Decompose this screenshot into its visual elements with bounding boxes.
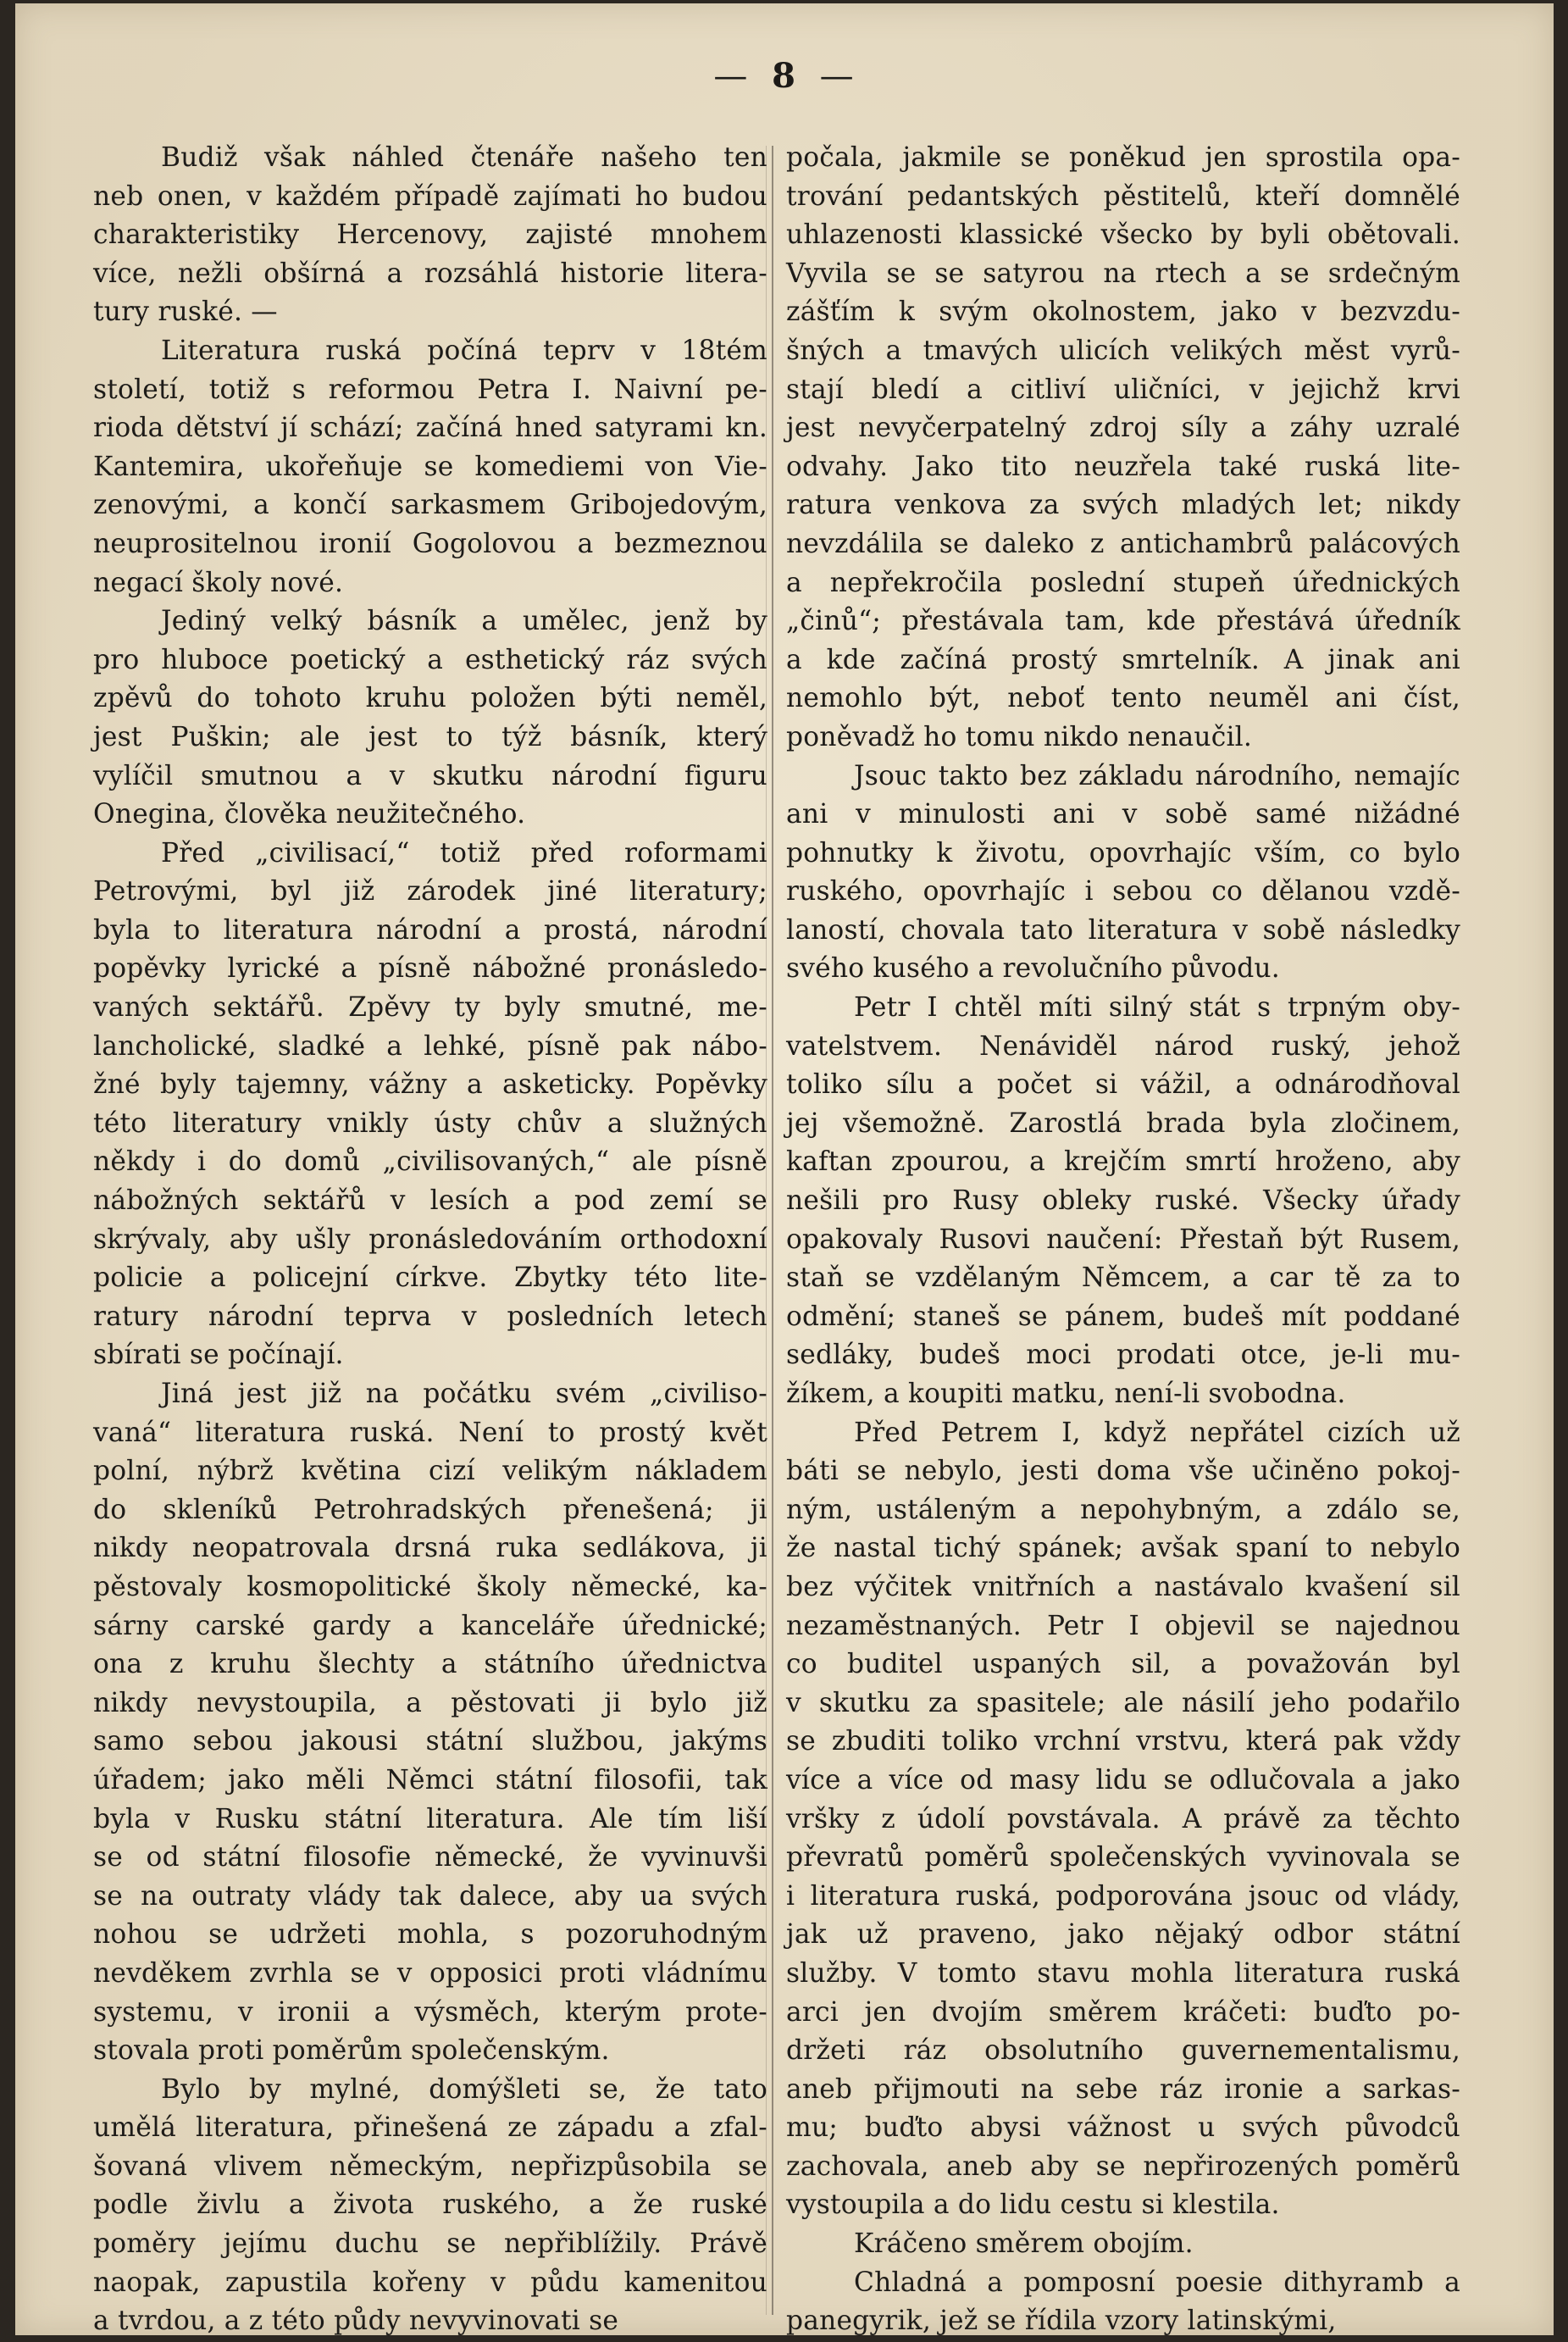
text-line: svého kusého a revolučního původu.: [786, 953, 1280, 985]
text-line: poměry jejímu duchu se nepřiblížily. Právě: [93, 2228, 767, 2260]
text-line: této literatury vnikly ústy chův a služných: [93, 1107, 767, 1139]
text-line: panegyrik, jež se řídila vzory latinskými,: [786, 2306, 1337, 2337]
text-line: stovala proti poměrům společenským.: [93, 2035, 610, 2067]
paragraph: [786, 2225, 1460, 2264]
text-line: vaná“ literatura ruská. Není to prostý květ: [93, 1417, 767, 1448]
text-line: toliko sílu a počet si vážil, a odnárodňoval: [786, 1069, 1460, 1101]
text-line: a kde začíná prostý smrtelník. A jinak ani: [786, 644, 1460, 675]
right-text-column: [786, 139, 1460, 2337]
text-line: nešili pro Rusy obleky ruské. Všecky úřady: [786, 1185, 1460, 1217]
text-line: poněvadž ho tomu nikdo nenaučil.: [786, 721, 1253, 752]
text-line: neb onen, v každém případě zajímati ho budou: [93, 180, 767, 212]
text-line: jej všemožně. Zarostlá brada byla zločinem,: [786, 1107, 1460, 1139]
text-line: systemu, v ironii a výsměch, kterým prote-: [93, 1996, 767, 2028]
text-line: báti se nebylo, jesti doma vše učiněno pokoj-: [786, 1456, 1460, 1487]
text-line: nevzdálila se daleko z antichambrů palácových: [786, 528, 1460, 559]
text-line: nábožných sektářů v lesích a pod zemí se: [93, 1185, 767, 1217]
text-line: polní, nýbrž květina cizí velikým nákladem: [93, 1456, 767, 1487]
text-line: odmění; staneš se pánem, budeš mít poddané: [786, 1301, 1460, 1332]
text-line: kaftan zpourou, a krejčím smrtí hroženo, aby: [786, 1146, 1460, 1178]
text-line: rioda dětství jí schází; začíná hned satyrami kn.: [93, 413, 767, 444]
text-line: Onegina, člověka neužitečného.: [93, 799, 526, 830]
text-line: více, nežli obšírná a rozsáhlá historie litera-: [93, 258, 767, 289]
text-line: vylíčil smutnou a v skutku národní figuru: [93, 760, 767, 791]
page-number-dash-left: —: [713, 57, 750, 96]
column-divider: [772, 146, 773, 2315]
text-line: žné byly tajemny, vážny a asketicky. Popěvky: [93, 1069, 767, 1101]
page-number-value: 8: [772, 56, 797, 96]
text-line: sbírati se počínají.: [93, 1340, 344, 1371]
text-line: ani v minulosti ani v sobě samé nižádné: [786, 799, 1460, 830]
text-line: sedláky, budeš moci prodati otce, je-li mu-: [786, 1340, 1460, 1371]
text-line: jest Puškin; ale jest to týž básník, který: [93, 721, 767, 752]
paragraph: [93, 835, 767, 1375]
text-line: i literatura ruská, podporována jsouc od vlády,: [786, 1880, 1460, 1912]
text-line: lancholické, sladké a lehké, písně pak nábo-: [93, 1030, 767, 1062]
text-line: Literatura ruská počíná teprv v 18tém: [161, 335, 767, 366]
paragraph: [93, 2071, 767, 2341]
text-line: Před Petrem I, když nepřátel cizích už: [854, 1417, 1460, 1448]
text-line: nikdy nevystoupila, a pěstovati ji bylo již: [93, 1687, 767, 1718]
text-line: pěstovaly kosmopolitické školy německé, ka-: [93, 1571, 767, 1602]
paragraph: [786, 2264, 1460, 2341]
text-line: aneb přijmouti na sebe ráz ironie a sarkas-: [786, 2073, 1460, 2105]
text-line: nevděkem zvrhla se v opposici proti vládnímu: [93, 1957, 767, 1989]
text-line: laností, chovala tato literatura v sobě následky: [786, 914, 1460, 946]
text-line: mu; buďto abysi vážnost u svých původců: [786, 2112, 1460, 2144]
text-line: držeti ráz obsolutního guvernementalismu,: [786, 2035, 1460, 2067]
text-line: nohou se udržeti mohla, s pozoruhodným: [93, 1919, 767, 1951]
text-line: vršky z údolí povstávala. A právě za těchto: [786, 1803, 1460, 1834]
text-line: počala, jakmile se poněkud jen sprostila opa-: [786, 142, 1460, 173]
text-line: uhlazenosti klassické všecko by byli obětovali.: [786, 219, 1460, 251]
page-number-dash-right: —: [819, 57, 856, 96]
text-line: sárny carské gardy a kanceláře úřednické;: [93, 1610, 767, 1641]
text-line: Kantemira, ukořeňuje se komediemi von Vie-: [93, 451, 767, 482]
text-line: Petr I chtěl míti silný stát s trpným oby-: [854, 992, 1460, 1024]
text-line: šných a tmavých ulicích velikých měst vyrů-: [786, 335, 1460, 366]
text-line: se od státní filosofie německé, že vyvinuvši: [93, 1842, 767, 1873]
text-line: ratura venkova za svých mladých let; nikdy: [786, 490, 1460, 521]
text-line: ruského, opovrhajíc i sebou co dělanou vzdě-: [786, 876, 1460, 907]
text-line: vaných sektářů. Zpěvy ty byly smutné, me-: [93, 992, 767, 1024]
text-line: ným, ustáleným a nepohybným, a zdálo se,: [786, 1494, 1460, 1525]
text-line: byla v Rusku státní literatura. Ale tím liší: [93, 1803, 767, 1834]
text-line: stají bledí a citliví uličníci, v jejichž krvi: [786, 374, 1460, 405]
text-line: se na outraty vlády tak dalece, aby ua svých: [93, 1880, 767, 1912]
text-line: Jediný velký básník a umělec, jenž by: [161, 606, 767, 637]
paragraph: [786, 989, 1460, 1414]
text-line: někdy i do domů „civilisovaných,“ ale písně: [93, 1146, 767, 1178]
text-line: Chladná a pomposní poesie dithyramb a: [854, 2267, 1460, 2298]
paragraph: [786, 139, 1460, 758]
text-line: odvahy. Jako tito neuzřela také ruská lite-: [786, 451, 1460, 482]
text-line: negací školy nové.: [93, 567, 344, 598]
text-line: zášťím k svým okolnostem, jako v bezvzdu-: [786, 297, 1460, 328]
text-line: opakovaly Rusovi naučení: Přestaň být Rusem,: [786, 1224, 1460, 1255]
text-line: že nastal tichý spánek; avšak spaní to nebylo: [786, 1533, 1460, 1564]
text-line: a tvrdou, a z této půdy nevyvinovati se: [93, 2306, 619, 2337]
text-line: Petrovými, byl již zárodek jiné literatury;: [93, 876, 767, 907]
text-line: Budiž však náhled čtenáře našeho ten: [161, 142, 767, 173]
text-line: umělá literatura, přinešená ze západu a zfal-: [93, 2112, 767, 2144]
text-line: ona z kruhu šlechty a státního úřednictva: [93, 1649, 767, 1680]
text-line: staň se vzdělaným Němcem, a car tě za to: [786, 1263, 1460, 1294]
text-line: jak už praveno, jako nějaký odbor státní: [786, 1919, 1460, 1951]
text-line: a nepřekročila poslední stupeň úřednických: [786, 567, 1460, 598]
text-line: vatelstvem. Nenáviděl národ ruský, jehož: [786, 1030, 1460, 1062]
text-line: v skutku za spasitele; ale násilí jeho podařilo: [786, 1687, 1460, 1718]
text-line: charakteristiky Hercenovy, zajisté mnohem: [93, 219, 767, 251]
text-line: „činů“; přestávala tam, kde přestává úředník: [786, 606, 1460, 637]
text-line: šovaná vlivem německým, nepřizpůsobila se: [93, 2151, 767, 2182]
text-line: zenovými, a končí sarkasmem Gribojedovým,: [93, 490, 767, 521]
text-line: Kráčeno směrem obojím.: [854, 2228, 1194, 2260]
text-line: Před „civilisací,“ totiž před roformami: [161, 837, 767, 869]
text-line: úřadem; jako měli Němci státní filosofii, tak: [93, 1764, 767, 1795]
text-line: samo sebou jakousi státní službou, jakýms: [93, 1726, 767, 1757]
text-line: vystoupila a do lidu cestu si klestila.: [786, 2189, 1280, 2221]
text-line: byla to literatura národní a prostá, národní: [93, 914, 767, 946]
column-rule: [766, 146, 767, 2315]
paragraph: [786, 758, 1460, 990]
paragraph: [786, 1414, 1460, 2225]
left-text-column: [93, 139, 767, 2337]
paragraph: [93, 602, 767, 835]
text-line: arci jen dvojím směrem kráčeti: buďto po-: [786, 1996, 1460, 2028]
text-line: pohnutky k životu, opovrhajíc vším, co bylo: [786, 837, 1460, 869]
text-line: skrývaly, aby ušly pronásledováním orthodoxní: [93, 1224, 767, 1255]
text-line: podle živlu a života ruského, a že ruské: [93, 2189, 767, 2221]
text-line: převratů poměrů společenských vyvinovala se: [786, 1842, 1460, 1873]
text-line: Jiná jest již na počátku svém „civiliso-: [161, 1379, 767, 1409]
paragraph: [93, 332, 767, 602]
page-number: [15, 56, 1554, 96]
text-line: nezaměstnaných. Petr I objevil se najednou: [786, 1610, 1460, 1641]
text-line: policie a policejní církve. Zbytky této lite-: [93, 1263, 767, 1294]
text-line: tury ruské. —: [93, 297, 278, 328]
text-line: naopak, zapustila kořeny v půdu kamenitou: [93, 2267, 767, 2298]
text-line: nemohlo být, neboť tento neuměl ani číst,: [786, 683, 1460, 714]
text-line: pro hluboce poetický a esthetický ráz svých: [93, 644, 767, 675]
text-line: ratury národní teprva v posledních letech: [93, 1301, 767, 1332]
text-line: Jsouc takto bez základu národního, nemajíc: [854, 760, 1460, 791]
text-line: neuprositelnou ironií Gogolovou a bezmeznou: [93, 528, 767, 559]
text-line: zpěvů do tohoto kruhu položen býti neměl,: [93, 683, 767, 714]
paragraph: [93, 1375, 767, 2071]
text-line: století, totiž s reformou Petra I. Naivní pe-: [93, 374, 767, 405]
text-line: žíkem, a koupiti matku, není-li svobodna.: [786, 1379, 1346, 1409]
text-line: trování pedantských pěstitelů, kteří domnělé: [786, 180, 1460, 212]
text-line: nikdy neopatrovala drsná ruka sedlákova, ji: [93, 1533, 767, 1564]
text-line: zachovala, aneb aby se nepřirozených poměrů: [786, 2151, 1460, 2182]
text-line: služby. V tomto stavu mohla literatura ruská: [786, 1957, 1460, 1989]
text-line: více a více od masy lidu se odlučovala a jako: [786, 1764, 1460, 1795]
text-line: bez výčitek vnitřních a nastávalo kvašení sil: [786, 1571, 1460, 1602]
text-line: se zbuditi toliko vrchní vrstvu, která pak vždy: [786, 1726, 1460, 1757]
book-page: [15, 3, 1554, 2335]
text-line: jest nevyčerpatelný zdroj síly a záhy uzralé: [786, 413, 1460, 444]
text-line: Bylo by mylné, domýšleti se, že tato: [161, 2073, 767, 2105]
paragraph: [93, 139, 767, 332]
text-line: do skleníků Petrohradských přenešená; ji: [93, 1494, 767, 1525]
text-line: co buditel uspaných sil, a považován byl: [786, 1649, 1460, 1680]
text-line: Vyvila se se satyrou na rtech a se srdečným: [786, 258, 1460, 289]
text-line: popěvky lyrické a písně nábožné pronásledo-: [93, 953, 767, 985]
